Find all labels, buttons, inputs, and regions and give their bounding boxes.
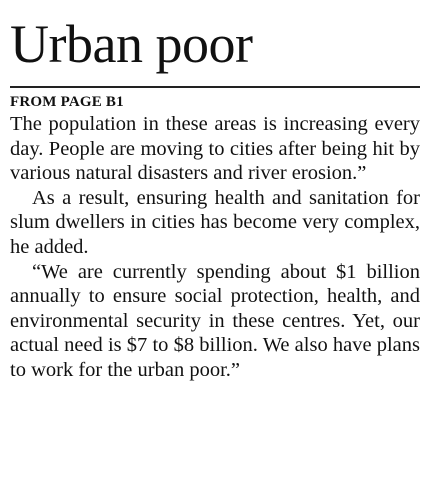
continued-from-label: FROM PAGE B1	[10, 94, 124, 110]
body-paragraph: “We are currently spending about $1 billion annually to ensure social protection, health, and environmental security in these centres. Yet, our actual need is $7 to $8 billion. We also have plans to work for the urban poor.”	[10, 260, 420, 381]
body-paragraph: As a result, ensuring health and sanitation for slum dwellers in cities has become very complex, he added.	[10, 186, 420, 258]
article	[10, 14, 420, 383]
headline-rule	[10, 86, 420, 88]
body-paragraph: The population in these areas is increasing every day. People are moving to cities after being hit by various natural disasters and river erosion.”	[10, 113, 420, 185]
headline: Urban poor	[10, 14, 253, 74]
